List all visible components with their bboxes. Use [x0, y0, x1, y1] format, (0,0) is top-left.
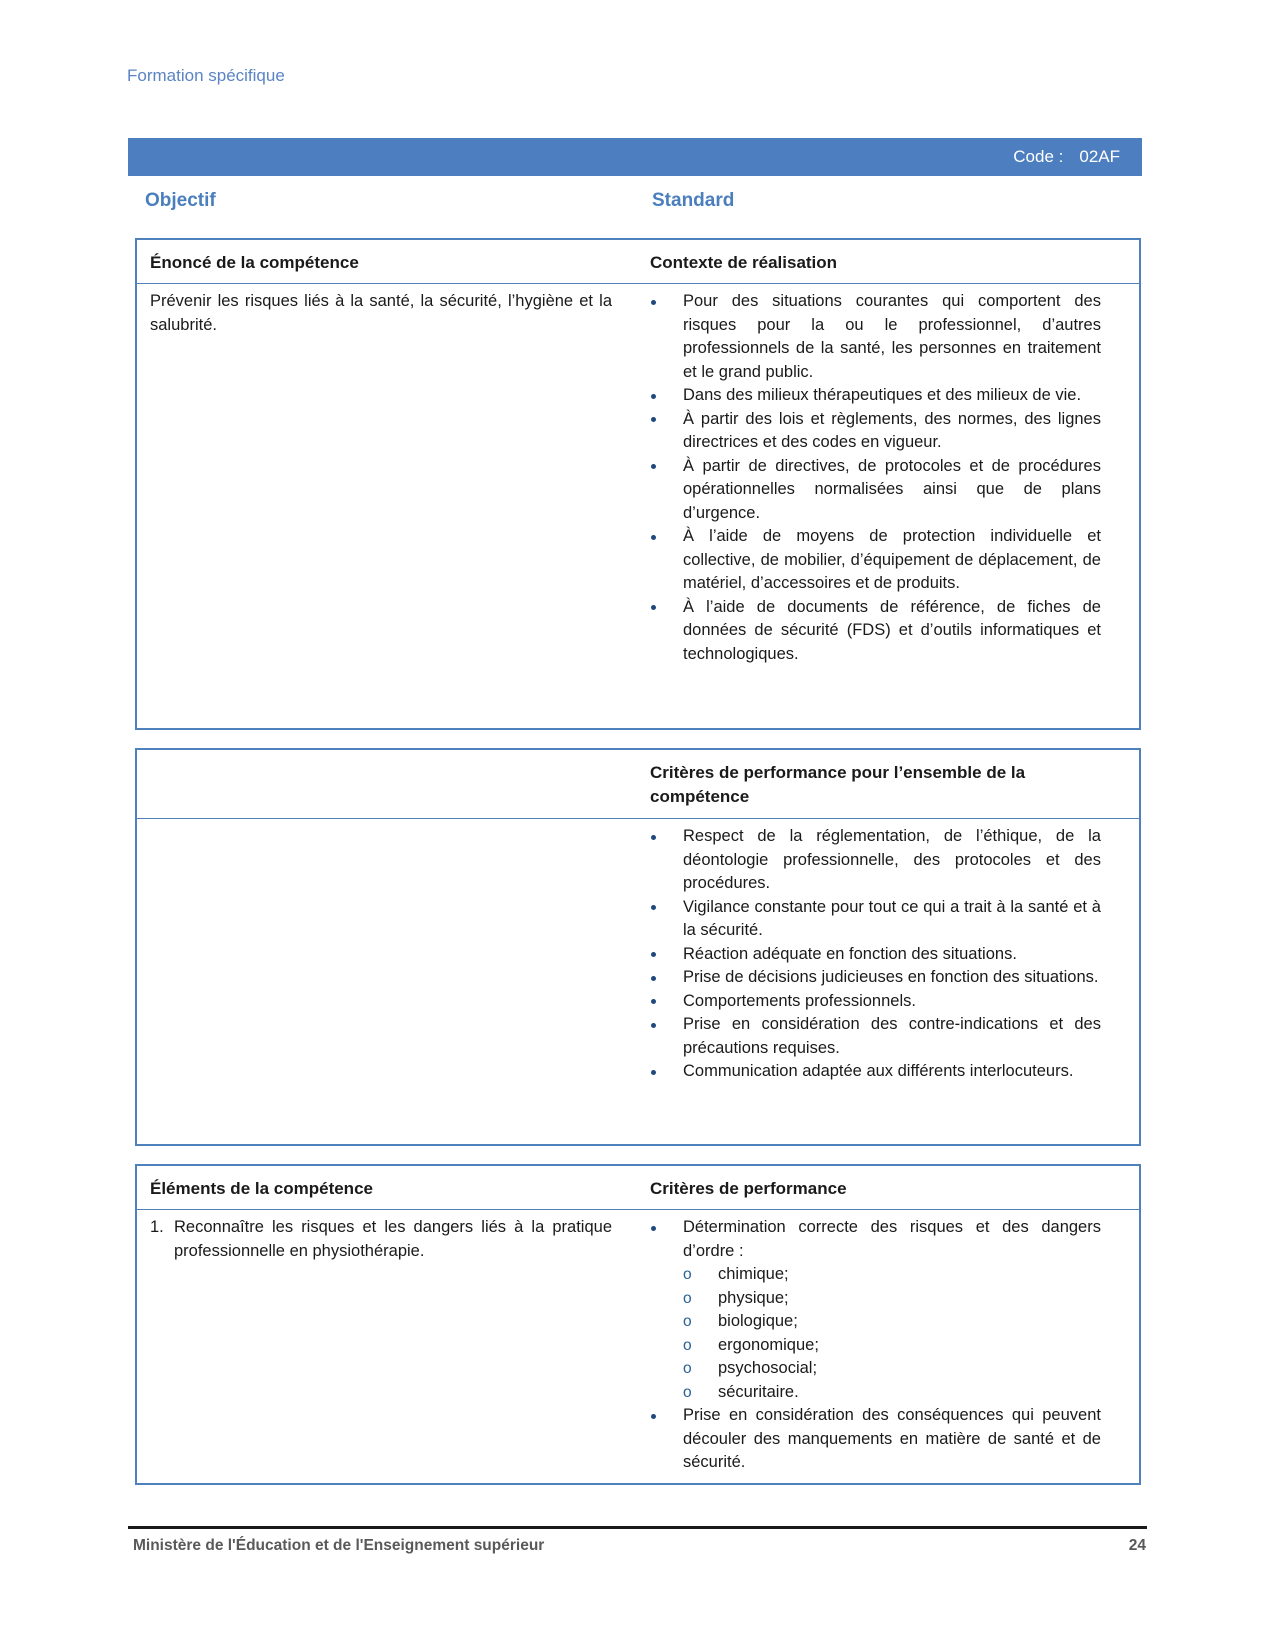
- table2-header-row: [137, 750, 1139, 819]
- code-value: 02AF: [1079, 147, 1120, 166]
- table-elements-criteres: [135, 1164, 1141, 1485]
- list-item: o sécuritaire.: [642, 1381, 1139, 1405]
- list-item: o psychosocial;: [642, 1357, 1139, 1381]
- table2-empty-cell: [137, 819, 642, 1092]
- list-item: o biologique;: [642, 1310, 1139, 1334]
- table3-body-row: [137, 1210, 1139, 1483]
- list-item: À l’aide de moyens de protection individuelle et collective, de mobilier, d’équipement de déplacement, de matériel, d’accessoires et de produits.: [642, 525, 1139, 596]
- item-text: Reconnaître les risques et les dangers liés à la pratique professionnelle en physiothérapie.: [174, 1218, 612, 1260]
- table-enonce-contexte: [135, 238, 1141, 730]
- list-item: Détermination correcte des risques et des dangers d’ordre :: [642, 1216, 1139, 1263]
- list-item: Prise en considération des conséquences qui peuvent découler des manquements en matière de santé et de sécurité.: [642, 1404, 1139, 1475]
- list-item: Vigilance constante pour tout ce qui a trait à la santé et à la sécurité.: [642, 896, 1139, 943]
- list-item: À l’aide de documents de référence, de fiches de données de sécurité (FDS) et d’outils informatiques et technologiques.: [642, 596, 1139, 667]
- list-item: Prise en considération des contre-indications et des précautions requises.: [642, 1013, 1139, 1060]
- column-headings: [128, 190, 1142, 216]
- list-item: Prise de décisions judicieuses en fonction des situations.: [642, 966, 1139, 990]
- table-criteres-ensemble: [135, 748, 1141, 1146]
- table1-header-right: Contexte de réalisation: [650, 253, 838, 272]
- table2-header-right: Critères de performance pour l’ensemble de la compétence: [650, 763, 1026, 806]
- list-item: Pour des situations courantes qui comportent des risques pour la ou le professionnel, d’autres professionnels de la santé, les personnes en traitement et le grand public.: [642, 290, 1139, 384]
- table1-header-row: [137, 240, 1139, 284]
- list-item: Comportements professionnels.: [642, 990, 1139, 1014]
- list-item: Respect de la réglementation, de l’éthique, de la déontologie professionnelle, des protocoles et des procédures.: [642, 825, 1139, 896]
- list-item: Communication adaptée aux différents interlocuteurs.: [642, 1060, 1139, 1084]
- table1-body-row: [137, 284, 1139, 674]
- section-label: Formation spécifique: [127, 66, 285, 85]
- code-label: Code :: [1013, 147, 1064, 166]
- standard-heading: Standard: [652, 190, 735, 211]
- footer-ministry: Ministère de l'Éducation et de l'Enseignement supérieur: [133, 1537, 545, 1554]
- code-banner: [128, 138, 1142, 176]
- footer-page-number: 24: [1128, 1537, 1146, 1554]
- table2-header-left: [137, 750, 642, 818]
- numbered-item: [150, 1216, 612, 1263]
- criteres-performance-cell: [642, 1210, 1139, 1483]
- list-item: À partir de directives, de protocoles et de procédures opérationnelles normalisées ainsi que de plans d’urgence.: [642, 455, 1139, 526]
- criteres-performance-list: [642, 1216, 1139, 1475]
- competence-statement: Prévenir les risques liés à la santé, la sécurité, l’hygiène et la salubrité.: [150, 292, 612, 334]
- footer-divider: [128, 1526, 1147, 1529]
- objectif-heading: Objectif: [145, 190, 216, 211]
- contexte-bullet-list-cell: [642, 284, 1139, 674]
- list-item: À partir des lois et règlements, des normes, des lignes directrices et des codes en vigueur.: [642, 408, 1139, 455]
- table3-header-row: [137, 1166, 1139, 1210]
- table3-header-right: Critères de performance: [650, 1179, 847, 1198]
- list-item: o chimique;: [642, 1263, 1139, 1287]
- criteres-ensemble-bullet-list: [642, 825, 1139, 1084]
- item-number: 1.: [150, 1218, 164, 1236]
- list-item: o physique;: [642, 1287, 1139, 1311]
- criteres-ensemble-cell: [642, 819, 1139, 1092]
- list-item: Réaction adéquate en fonction des situations.: [642, 943, 1139, 967]
- table1-header-left: Énoncé de la compétence: [150, 253, 359, 272]
- list-item: o ergonomique;: [642, 1334, 1139, 1358]
- element-competence-cell: [137, 1210, 642, 1483]
- list-item: Dans des milieux thérapeutiques et des milieux de vie.: [642, 384, 1139, 408]
- contexte-bullet-list: [642, 290, 1139, 666]
- table2-body-row: [137, 819, 1139, 1092]
- page-footer: [133, 1537, 1146, 1555]
- table3-header-left: Éléments de la compétence: [150, 1179, 373, 1198]
